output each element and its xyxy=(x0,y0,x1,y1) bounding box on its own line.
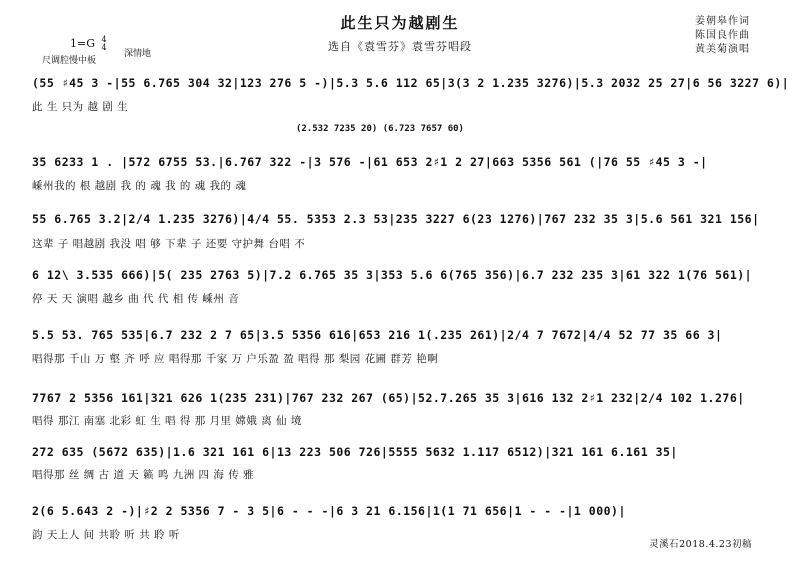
time-signature xyxy=(102,36,107,52)
notation-aside: (2.532 7235 20) (6.723 7657 60) xyxy=(296,124,464,134)
lyricist-credit: 姜朝皋作词 xyxy=(695,16,750,27)
song-title: 此生只为越剧生 xyxy=(340,14,460,32)
time-numerator: 4 xyxy=(101,35,107,44)
draft-signoff: 灵溪石2018.4.23初稿 xyxy=(649,539,752,550)
time-denominator: 4 xyxy=(101,43,107,52)
lyric-line: 唱得那 千山 万 壑 齐 呼 应 唱得那 千家 万 户乐盈 盈 唱得 那 梨园 花圃 群芳 艳啊 xyxy=(32,353,439,365)
lyric-line: 此 生 只为 越 剧 生 xyxy=(32,101,129,113)
singer-credit: 黄美菊演唱 xyxy=(695,44,750,55)
lyric-line: 这辈 子 唱越剧 我没 唱 够 下辈 子 还要 守护舞 台唱 不 xyxy=(32,238,306,250)
notation-line: 2(6 5.643 2 -)|♯2 2 5356 7 - 3 5|6 - - -|6 3 21 6.156|1(1 71 656|1 - - -|1 000)| xyxy=(32,504,626,518)
notation-line: 6 12\ 3.535 666)|5( 235 2763 5)|7.2 6.765 35 3|353 5.6 6(765 356)|6.7 232 235 3|61 322 1(76 561)| xyxy=(32,268,753,282)
notation-line: 5.5 53. 765 535|6.7 232 2 7 65|3.5 5356 616|653 216 1(.235 261)|2/4 7 7672|4/4 52 77 35 66 3| xyxy=(32,328,723,342)
expression-marking: 深情地 xyxy=(124,49,152,59)
lyric-line: 唱得那 丝 绸 古 道 天 籁 鸣 九洲 四 海 传 雅 xyxy=(32,469,255,481)
notation-line: 272 635 (5672 635)|1.6 321 161 6|13 223 506 726|5555 5632 1.117 6512)|321 161 6.161 35| xyxy=(32,445,678,459)
lyric-line: 嵊州我的 根 越剧 我 的 魂 我 的 魂 我的 魂 xyxy=(32,180,247,192)
lyric-line: 唱得 那江 南塞 北彩 虹 生 唱 得 那 月里 嫦娥 离 仙 境 xyxy=(32,415,302,427)
notation-line: 55 6.765 3.2|2/4 1.235 3276)|4/4 55. 5353 2.3 53|235 3227 6(23 1276)|767 232 35 3|5.6 561 321 156| xyxy=(32,212,760,226)
notation-line: 35 6233 1 . |572 6755 53.|6.767 322 -|3 576 -|61 653 2♯1 2 27|663 5356 561 (|76 55 ♯45 3 -| xyxy=(32,155,708,169)
lyric-line: 停 天 天 演唱 越乡 曲 代 代 相 传 嵊州 音 xyxy=(32,293,240,305)
tempo-marking: 尺调腔慢中板 xyxy=(42,56,97,66)
song-subtitle: 选自《袁雪芬》袁雪芬唱段 xyxy=(328,40,472,53)
key-label: 1=G xyxy=(70,37,96,50)
lyric-line: 韵 天上人 间 共聆 听 共 聆 听 xyxy=(32,529,180,541)
key-signature xyxy=(70,36,107,52)
composer-credit: 陈国良作曲 xyxy=(695,30,750,41)
notation-line: 7767 2 5356 161|321 626 1(235 231)|767 232 267 (65)|52.7.265 35 3|616 132 2♯1 232|2/4 102 1.276| xyxy=(32,391,745,405)
notation-line: (55 ♯45 3 -|55 6.765 304 32|123 276 5 -)|5.3 5.6 112 65|3(3 2 1.235 3276)|5.3 2032 25 27|6 56 3227 6)| xyxy=(32,76,790,90)
